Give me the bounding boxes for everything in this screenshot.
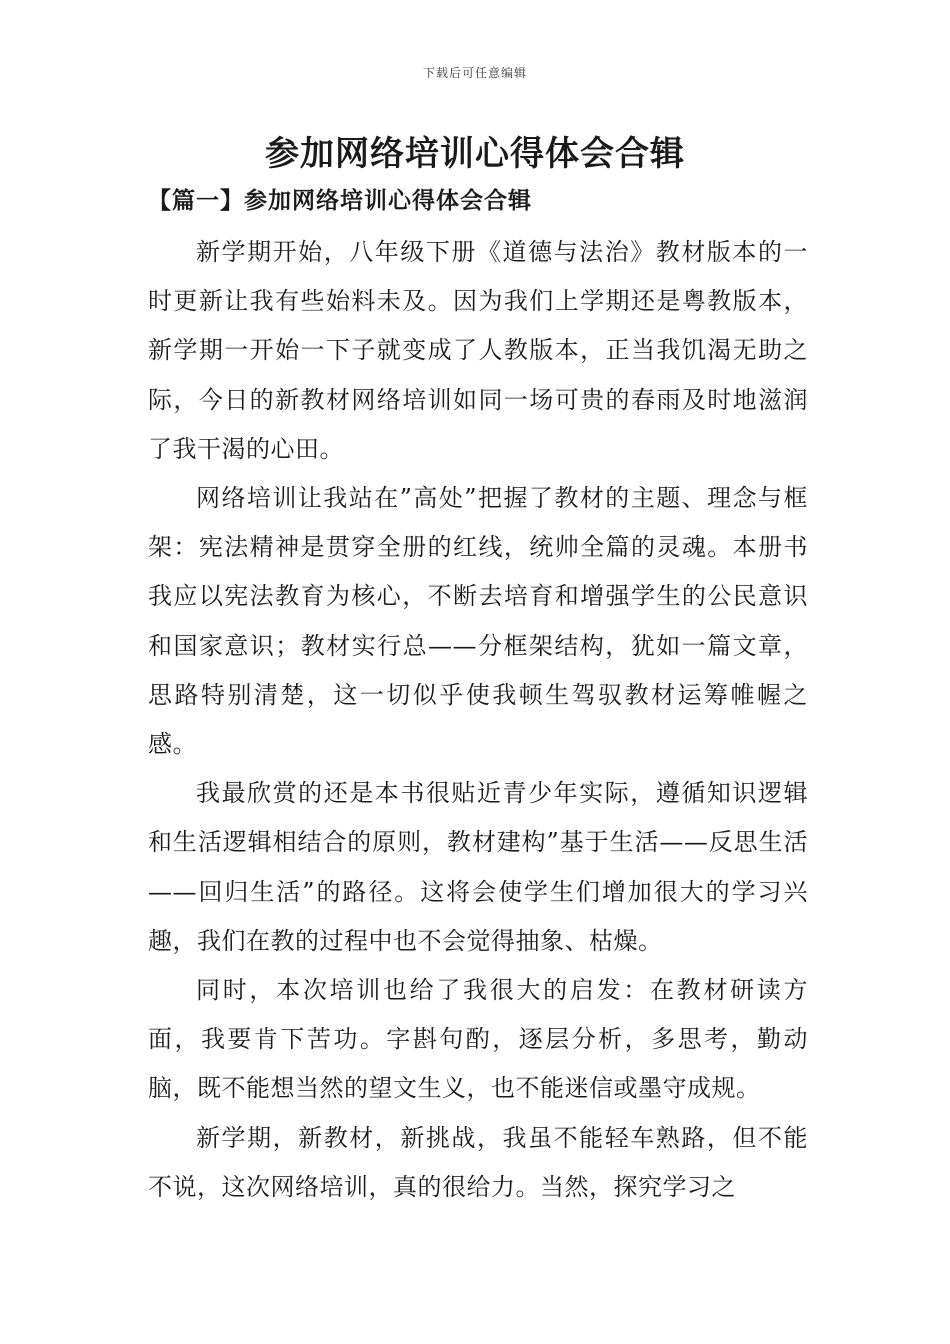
section-heading: 【篇一】参加网络培训心得体会合辑	[148, 187, 532, 214]
document-body	[148, 228, 808, 1212]
paragraph: 我最欣赏的还是本书很贴近青少年实际，遵循知识逻辑和生活逻辑相结合的原则，教材建构”基于生活——反思生活——回归生活”的路径。这将会使学生们增加很大的学习兴趣，我们在教的过程中也不会觉得抽象、枯燥。	[148, 779, 808, 955]
paragraph: 新学期，新教材，新挑战，我虽不能轻车熟路，但不能不说，这次网络培训，真的很给力。当然，探究学习之	[148, 1123, 808, 1201]
paragraph: 网络培训让我站在”高处”把握了教材的主题、理念与框架：宪法精神是贯穿全册的红线，统帅全篇的灵魂。本册书我应以宪法教育为核心，不断去培育和增强学生的公民意识和国家意识；教材实行总——分框架结构，犹如一篇文章，思路特别清楚，这一切似乎使我顿生驾驭教材运筹帷幄之感。	[148, 484, 808, 759]
paragraph: 新学期开始，八年级下册《道德与法治》教材版本的一时更新让我有些始料未及。因为我们上学期还是粤教版本，新学期一开始一下子就变成了人教版本，正当我饥渴无助之际，今日的新教材网络培训如同一场可贵的春雨及时地滋润了我干渴的心田。	[148, 238, 808, 463]
header-note: 下载后可任意编辑	[422, 66, 527, 80]
paragraph: 同时，本次培训也给了我很大的启发：在教材研读方面，我要肯下苦功。字斟句酌，逐层分析，多思考，勤动脑，既不能想当然的望文生义，也不能迷信或墨守成规。	[148, 976, 808, 1103]
document-title: 参加网络培训心得体会合辑	[265, 134, 685, 174]
